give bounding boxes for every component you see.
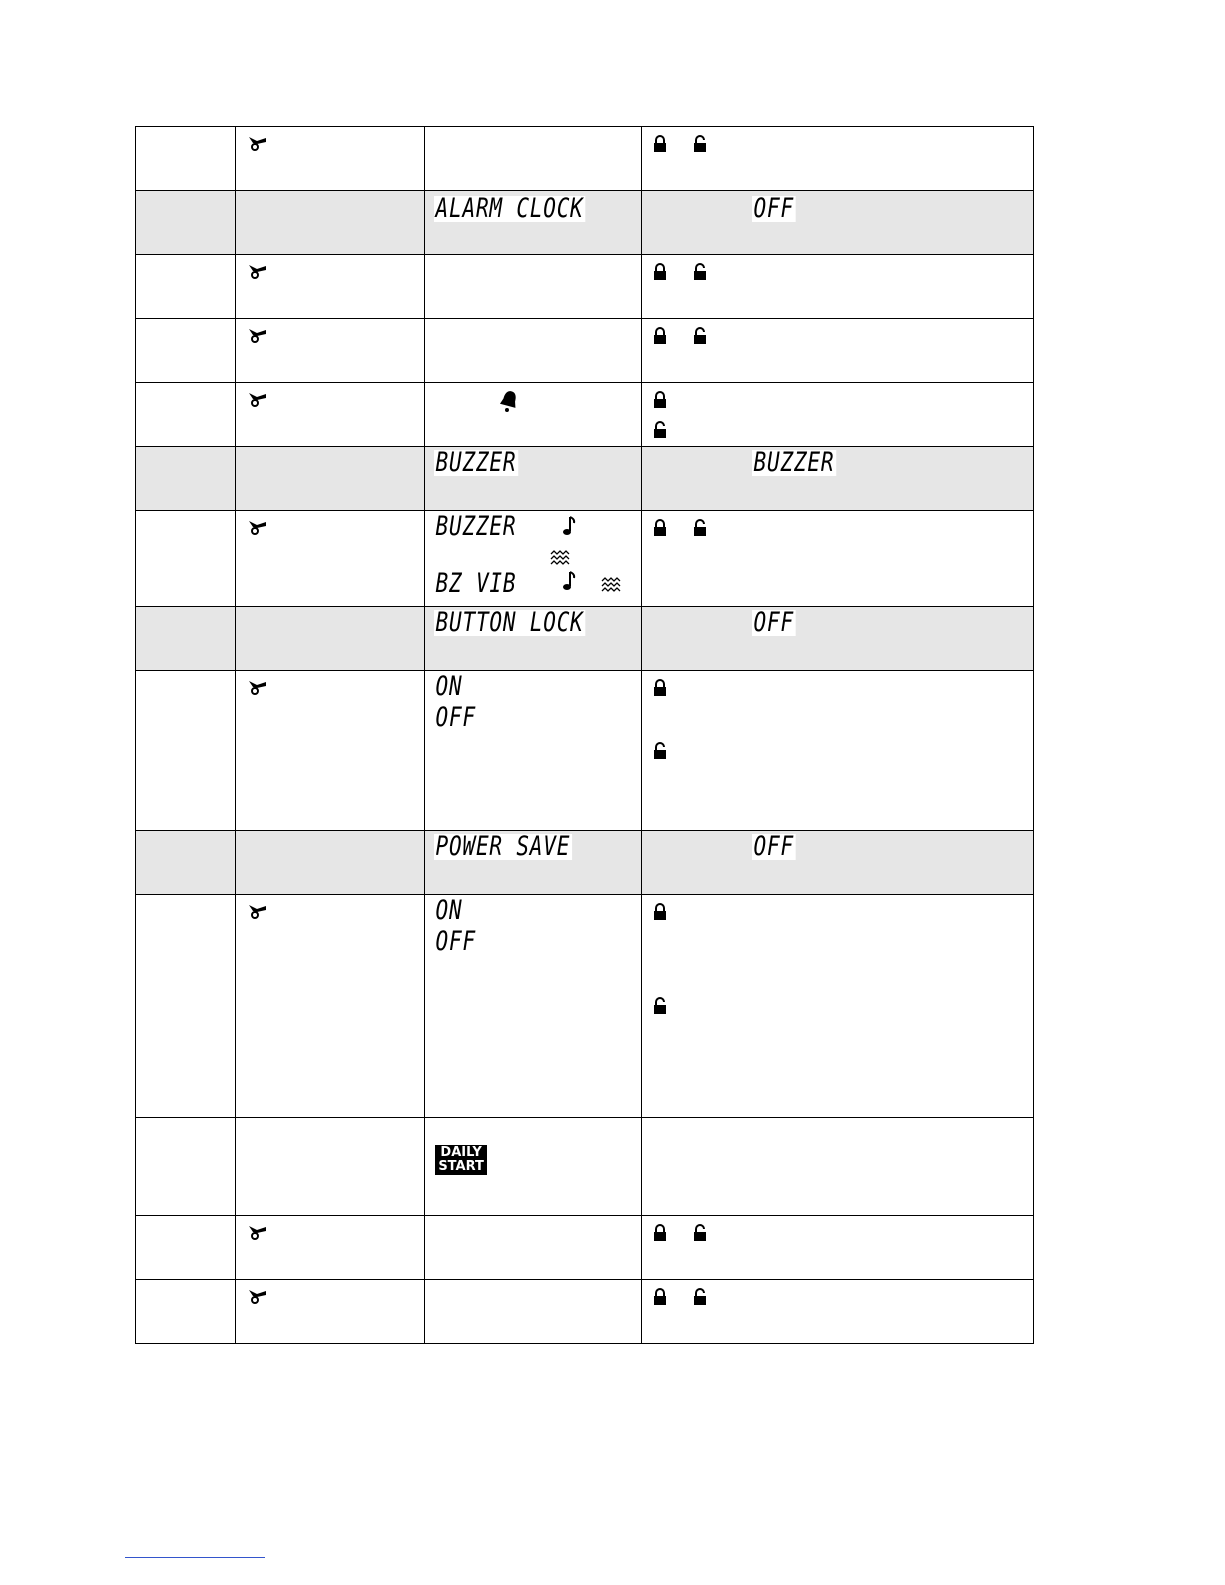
table-row xyxy=(136,383,1034,447)
table-row xyxy=(136,831,1034,895)
lcd-option-off: OFF xyxy=(435,926,477,957)
table-row xyxy=(136,671,1034,831)
lock-closed-icon xyxy=(652,391,668,409)
car-hood-icon xyxy=(248,391,268,407)
lcd-default-buzzer: BUZZER xyxy=(753,447,834,478)
bell-icon xyxy=(499,389,519,413)
lock-closed-icon xyxy=(652,1224,668,1242)
table-row xyxy=(136,607,1034,671)
table-row xyxy=(136,447,1034,511)
lcd-button-lock: BUTTON LOCK xyxy=(435,607,584,638)
lcd-option-bz-vib: BZ VIB xyxy=(435,568,517,599)
car-hood-icon xyxy=(248,263,268,279)
table-row xyxy=(136,895,1034,1118)
car-hood-icon xyxy=(248,327,268,343)
lock-open-icon xyxy=(692,135,708,153)
table-row xyxy=(136,191,1034,255)
lcd-default-off: OFF xyxy=(753,607,794,638)
lcd-buzzer: BUZZER xyxy=(435,447,517,478)
badge-line-daily: DAILY xyxy=(440,1145,482,1160)
lock-closed-icon xyxy=(652,679,668,697)
lock-open-icon xyxy=(692,263,708,281)
lcd-option-buzzer: BUZZER xyxy=(435,511,517,542)
lock-closed-icon xyxy=(652,135,668,153)
lock-open-icon xyxy=(692,519,708,537)
lock-closed-icon xyxy=(652,519,668,537)
car-hood-icon xyxy=(248,903,268,919)
lock-open-icon xyxy=(652,997,668,1015)
table-row xyxy=(136,1216,1034,1280)
table-row xyxy=(136,1280,1034,1344)
lcd-power-save: POWER SAVE xyxy=(435,831,571,862)
lcd-default-off: OFF xyxy=(753,831,794,862)
table-row xyxy=(136,1118,1034,1216)
vibrate-icon xyxy=(600,576,622,594)
lock-open-icon xyxy=(652,742,668,760)
vibrate-icon xyxy=(549,549,571,567)
lock-open-icon xyxy=(692,1224,708,1242)
lcd-option-on: ON xyxy=(435,895,463,926)
music-note-icon xyxy=(561,570,577,592)
lock-closed-icon xyxy=(652,1288,668,1306)
settings-table xyxy=(135,126,1034,1344)
lock-closed-icon xyxy=(652,263,668,281)
table-row xyxy=(136,255,1034,319)
car-hood-icon xyxy=(248,1224,268,1240)
lcd-option-on: ON xyxy=(435,671,463,702)
lock-closed-icon xyxy=(652,327,668,345)
car-hood-icon xyxy=(248,135,268,151)
car-hood-icon xyxy=(248,679,268,695)
lock-open-icon xyxy=(652,421,668,439)
table-row xyxy=(136,511,1034,607)
daily-start-badge xyxy=(435,1145,487,1175)
badge-line-start: START xyxy=(438,1159,484,1174)
car-hood-icon xyxy=(248,1288,268,1304)
lock-open-icon xyxy=(692,1288,708,1306)
table-row xyxy=(136,127,1034,191)
lock-open-icon xyxy=(692,327,708,345)
lcd-default-off: OFF xyxy=(753,193,794,224)
lock-closed-icon xyxy=(652,903,668,921)
lcd-option-off: OFF xyxy=(435,702,477,733)
music-note-icon xyxy=(561,515,577,537)
table-row xyxy=(136,319,1034,383)
footer-link-underline xyxy=(125,1557,265,1558)
lcd-alarm-clock: ALARM CLOCK xyxy=(435,193,584,224)
car-hood-icon xyxy=(248,519,268,535)
